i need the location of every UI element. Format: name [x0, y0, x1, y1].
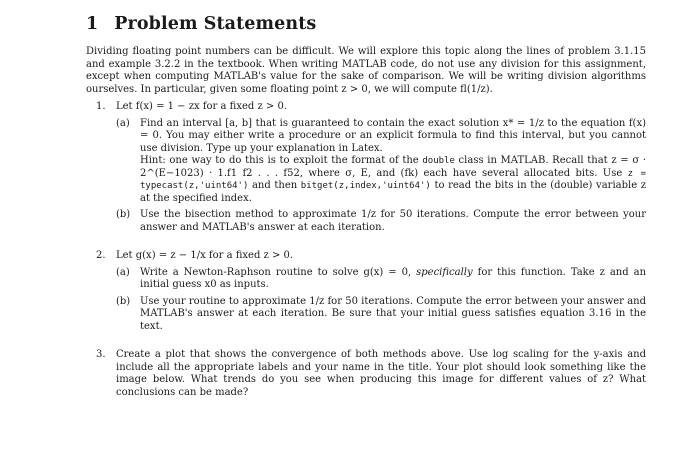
item-statement: Let g(x) = z − 1/x for a fixed z > 0.: [116, 250, 294, 261]
subitem-text: Write a Newton-Raphson routine to solve g(x) = 0, specifically for this function. Take z and an initial guess x0 as inputs.: [140, 266, 647, 290]
subitem-2b: [116, 296, 646, 334]
item-number: 2.: [96, 250, 106, 261]
code-bitget: bitget(z,index,'uint64'): [300, 181, 431, 191]
section-heading: [86, 14, 646, 34]
code-typecast: z = typecast(z,'uint64'): [140, 168, 647, 191]
subitem-text: Use your routine to approximate 1/z for 50 iterations. Compute the error between your answer and MATLAB's answer at each iteration. Be sure that your initial guess satisfies equation 3.16 in the text.: [140, 295, 646, 332]
list-item-1: [86, 101, 646, 238]
hint-paragraph: Hint: one way to do this is to exploit the format of the double class in MATLAB. Recall that z = σ · 2^(E−1023) · 1.f1 f2 . . . f52, where σ, E, and (fk) each have several allocated bits. Use z = typecast(z,'uint64') and then bitget(z,index,'uint64') to read the bits in the (double) variable z at the specified index.: [140, 155, 647, 204]
list-item-2: [86, 250, 646, 337]
item-number: 1.: [96, 101, 106, 112]
subitem-label: (b): [116, 209, 131, 220]
subitem-label: (a): [116, 117, 130, 129]
subitem-2a: [116, 267, 646, 292]
code-double: double: [422, 156, 455, 166]
intro-paragraph: Dividing floating point numbers can be difficult. We will explore this topic along the lines of problem 3.1.15 and example 3.2.2 in the textbook. When writing MATLAB code, do not use any division for this assignment, except when computing MATLAB's value for the sake of comparison. We will be writing division algorithms ourselves. In particular, given some floating point z > 0, we will compute fl(1/z).: [86, 46, 646, 95]
subitem-label: (a): [116, 266, 130, 278]
list-item-3: [86, 349, 646, 399]
item-statement: Let f(x) = 1 − zx for a fixed z > 0.: [116, 101, 287, 112]
subitem-label: (b): [116, 295, 131, 307]
subitem-text: Use the bisection method to approximate 1/z for 50 iterations. Compute the error between your answer and MATLAB's answer at each iteration.: [140, 209, 646, 233]
subitem-text: Find an interval [a, b] that is guaranteed to contain the exact solution x* = 1/z to the equation f(x) = 0. You may either write a procedure or an explicit formula to find this interval, but you cannot use division. Type up your explanation in Latex.: [140, 117, 646, 154]
subitem-1a: [116, 118, 646, 206]
section-number: 1: [86, 14, 99, 34]
subitem-1b: [116, 209, 646, 234]
section-title: Problem Statements: [114, 14, 317, 34]
item-statement: Create a plot that shows the convergence of both methods above. Use log scaling for the y-axis and include all the appropriate labels and your name in the title. Your plot should look something like the image below. What trends do you see when producing this image for different values of z? What conclusions can be made?: [116, 349, 646, 398]
item-number: 3.: [96, 349, 106, 360]
